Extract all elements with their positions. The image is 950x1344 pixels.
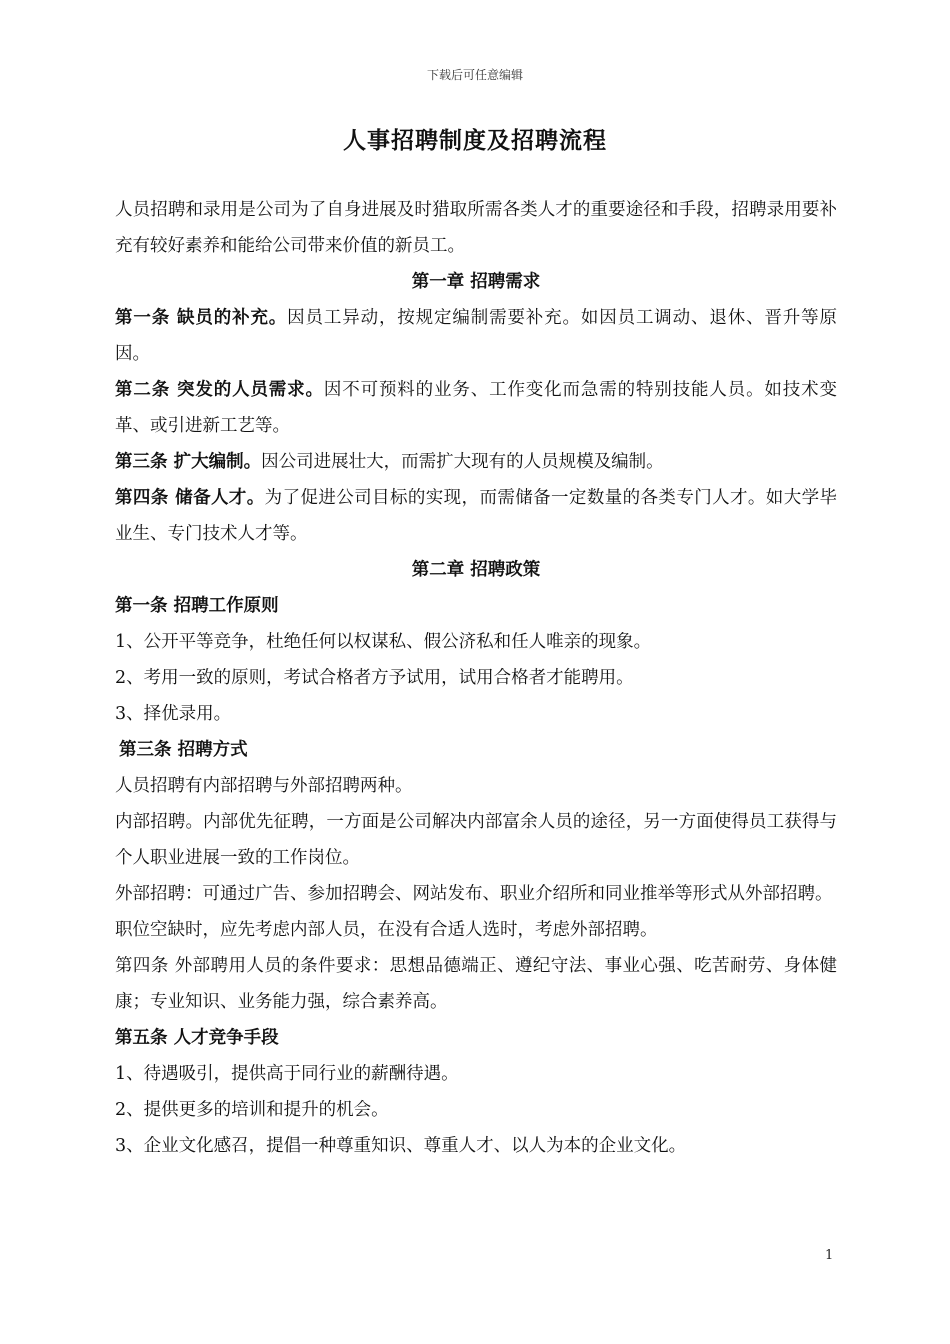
document-body [115,192,837,1164]
principle-item: 3、择优录用。 [115,704,232,724]
article-1-title: 第一条 招聘工作原则 [115,596,279,616]
recruitment-method-paragraph: 职位空缺时，应先考虑内部人员，在没有合适人选时，考虑外部招聘。 [115,920,658,940]
chapter-1-heading: 第一章 招聘需求 [411,272,541,292]
principle-item: 2、考用一致的原则，考试合格者方予试用，试用合格者才能聘用。 [115,668,634,688]
competition-item: 1、待遇吸引，提供高于同行业的薪酬待遇。 [115,1064,459,1084]
article-lead: 第三条 扩大编制。 [115,452,262,472]
article-lead: 第一条 缺员的补充。 [115,308,288,328]
article-4-paragraph: 第四条 外部聘用人员的条件要求：思想品德端正、遵纪守法、事业心强、吃苦耐劳、身体健康；专业知识、业务能力强，综合素养高。 [115,956,837,1012]
recruitment-method-paragraph: 外部招聘：可通过广告、参加招聘会、网站发布、职业介绍所和同业推举等形式从外部招聘。 [115,884,833,904]
article-lead: 第二条 突发的人员需求。 [115,380,324,400]
chapter-2-heading: 第二章 招聘政策 [411,560,541,580]
article-text: 因公司进展壮大，而需扩大现有的人员规模及编制。 [261,452,664,472]
article-5-title: 第五条 人才竞争手段 [115,1028,279,1048]
article-text: 因员工异动，按规定编制需要补充。如因员工调动、退休、晋升等原因。 [115,308,838,364]
page-number: 1 [825,1248,834,1263]
article-lead: 第四条 储备人才。 [115,488,265,508]
competition-item: 2、提供更多的培训和提升的机会。 [115,1100,389,1120]
principle-item: 1、公开平等竞争，杜绝任何以权谋私、假公济私和任人唯亲的现象。 [115,632,652,652]
chapter-1-article-4 [115,480,837,552]
article-3-title: 第三条 招聘方式 [119,740,248,760]
chapter-1-article-3 [115,444,837,480]
article-text: 为了促进公司目标的实现，而需储备一定数量的各类专门人才。如大学毕业生、专门技术人才等。 [115,488,837,544]
article-text: 因不可预料的业务、工作变化而急需的特别技能人员。如技术变革、或引进新工艺等。 [115,380,838,436]
competition-item: 3、企业文化感召，提倡一种尊重知识、尊重人才、以人为本的企业文化。 [115,1136,687,1156]
page-header-note: 下载后可任意编辑 [426,68,523,82]
recruitment-method-paragraph: 人员招聘有内部招聘与外部招聘两种。 [115,776,413,796]
chapter-1-article-2 [115,372,837,444]
intro-paragraph: 人员招聘和录用是公司为了自身进展及时猎取所需各类人才的重要途径和手段，招聘录用要补充有较好素养和能给公司带来价值的新员工。 [115,200,837,256]
document-title: 人事招聘制度及招聘流程 [343,128,607,154]
chapter-1-article-1 [115,300,837,372]
recruitment-method-paragraph: 内部招聘。内部优先征聘，一方面是公司解决内部富余人员的途径，另一方面使得员工获得与个人职业进展一致的工作岗位。 [115,812,837,868]
